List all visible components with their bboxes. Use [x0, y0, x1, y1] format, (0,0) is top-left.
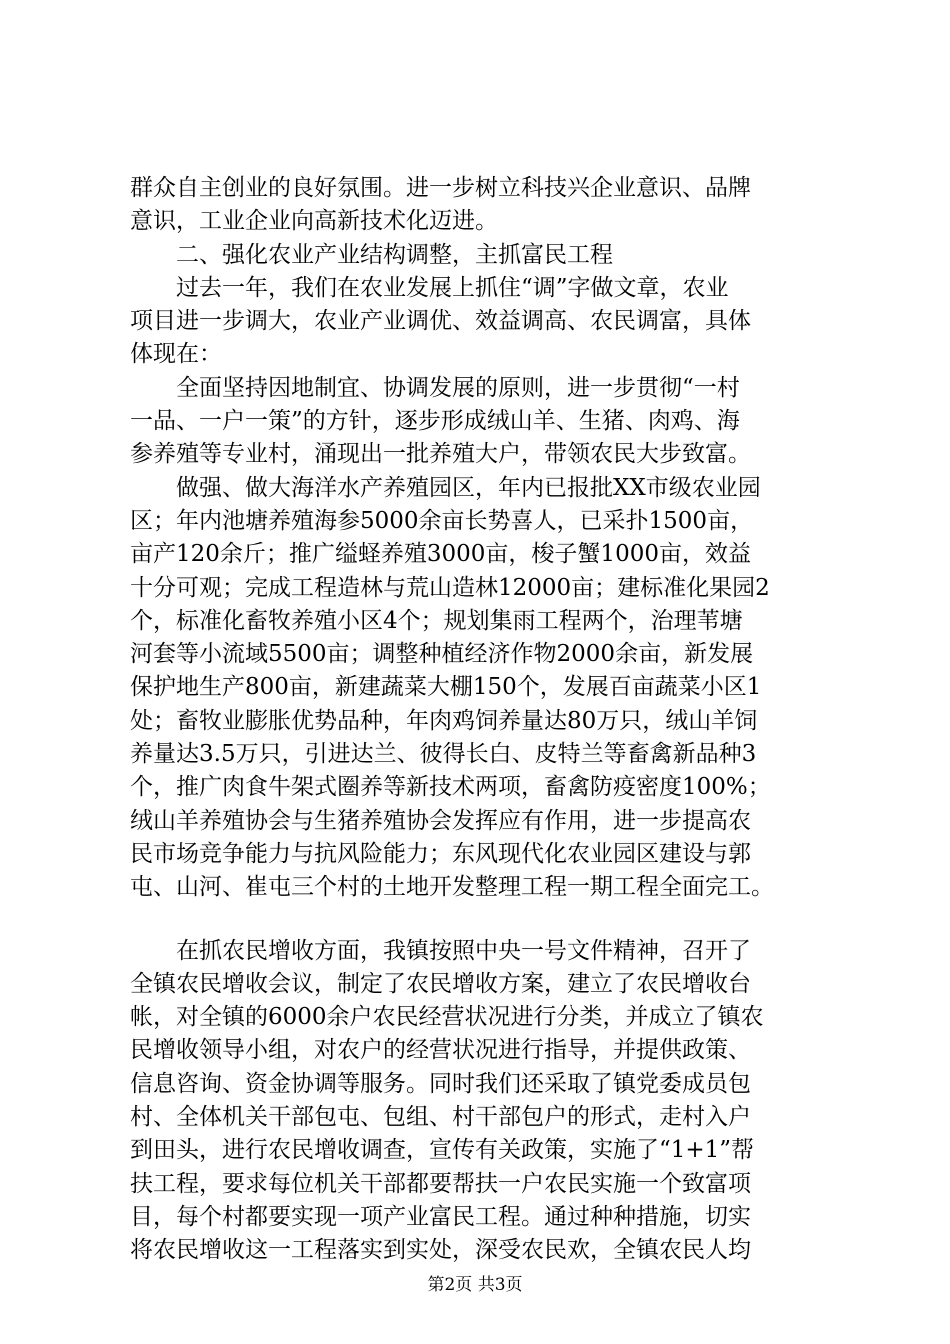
text-line: 过去一年，我们在农业发展上抓住“调”字做文章，农业: [130, 274, 729, 301]
text-line: 在抓农民增收方面，我镇按照中央一号文件精神，召开了: [130, 937, 751, 964]
text-line: 个，推广肉食牛架式圈养等新技术两项，畜禽防疫密度100%；: [130, 774, 771, 801]
text-line: 绒山羊养殖协会与生猪养殖协会发挥应有作用，进一步提高农: [130, 807, 751, 834]
text-line: 到田头，进行农民增收调查，宣传有关政策，实施了“1+1”帮: [130, 1137, 755, 1164]
text-line: 个，标准化畜牧养殖小区4个；规划集雨工程两个，治理苇塘: [130, 607, 743, 634]
text-line: 区；年内池塘养殖海参5000余亩长势喜人，已采扑1500亩，: [130, 507, 754, 534]
text-line: 屯、山河、崔屯三个村的土地开发整理工程一期工程全面完工。: [130, 874, 774, 901]
text-line: 帐，对全镇的6000余户农民经营状况进行分类，并成立了镇农: [130, 1004, 764, 1031]
text-line: 民市场竞争能力与抗风险能力；东风现代化农业园区建设与郭: [130, 840, 751, 867]
text-line: 养量达3.5万只，引进达兰、彼得长白、皮特兰等畜禽新品种3: [130, 741, 757, 768]
text-line: 全镇农民增收会议，制定了农民增收方案，建立了农民增收台: [130, 970, 751, 997]
section-heading: 二、强化农业产业结构调整，主抓富民工程: [130, 241, 613, 268]
document-body: [130, 172, 836, 1268]
text-line: 目，每个村都要实现一项产业富民工程。通过种种措施，切实: [130, 1203, 751, 1230]
text-line: 村、全体机关干部包屯、包组、村干部包户的形式，走村入户: [130, 1104, 751, 1131]
text-line: 做强、做大海洋水产养殖园区，年内已报批XX市级农业园: [130, 474, 761, 501]
text-line: 参养殖等专业村，涌现出一批养殖大户，带领农民大步致富。: [130, 441, 751, 468]
text-line: 民增收领导小组，对农户的经营状况进行指导，并提供政策、: [130, 1037, 751, 1064]
text-line: 群众自主创业的良好氛围。进一步树立科技兴企业意识、品牌: [130, 175, 751, 201]
text-line: 信息咨询、资金协调等服务。同时我们还采取了镇党委成员包: [130, 1070, 751, 1097]
text-line: 全面坚持因地制宜、协调发展的原则，进一步贯彻“一村: [130, 374, 740, 401]
page-number-footer: 第2页 共3页: [427, 1275, 523, 1295]
text-line: 处；畜牧业膨胀优势品种，年肉鸡饲养量达80万只，绒山羊饲: [130, 707, 758, 734]
text-line: 一品、一户一策”的方针，逐步形成绒山羊、生猪、肉鸡、海: [130, 408, 740, 435]
text-line: 意识，工业企业向高新技术化迈进。: [130, 208, 498, 235]
text-line: 亩产120余斤；推广缢蛏养殖3000亩，梭子蟹1000亩，效益: [130, 541, 751, 568]
paragraph-gap: [130, 905, 836, 935]
text-line: 体现在：: [130, 341, 222, 368]
text-line: 河套等小流域5500亩；调整种植经济作物2000余亩，新发展: [130, 641, 754, 668]
text-line: 扶工程，要求每位机关干部都要帮扶一户农民实施一个致富项: [130, 1170, 751, 1197]
text-line: 保护地生产800亩，新建蔬菜大棚150个，发展百亩蔬菜小区1: [130, 674, 762, 701]
text-line: 将农民增收这一工程落实到实处，深受农民欢，全镇农民人均: [130, 1237, 751, 1264]
text-line: 项目进一步调大，农业产业调优、效益调高、农民调富，具体: [130, 308, 751, 335]
text-line: 十分可观；完成工程造林与荒山造林12000亩；建标准化果园2: [130, 574, 770, 601]
